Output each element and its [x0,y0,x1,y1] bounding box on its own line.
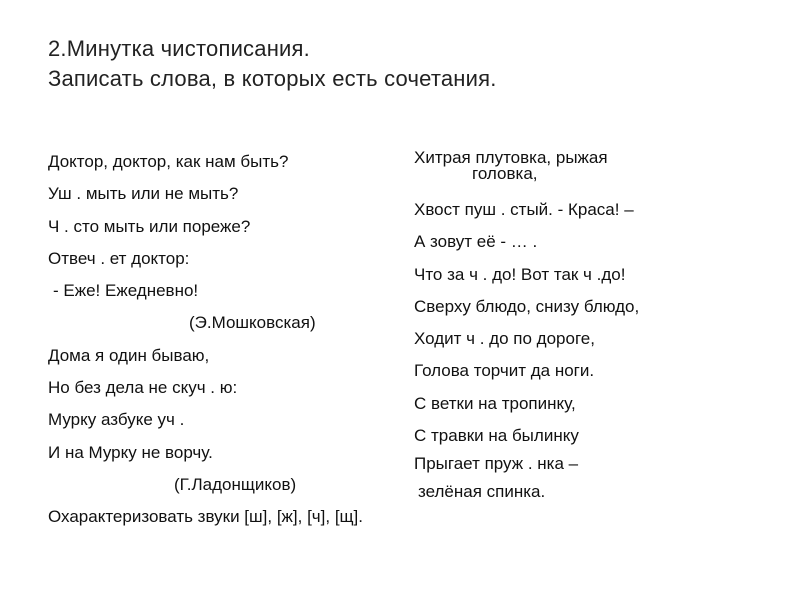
poem-line: Хвост пуш . стый. - Краса! – [414,200,634,219]
poem-line: Что за ч . до! Вот так ч .до! [414,264,626,284]
poem-line: И на Мурку не ворчу. [48,442,213,462]
poem-line: Отвеч . ет доктор: [48,248,190,268]
poem-line: - Еже! Ежедневно! [53,281,199,301]
right-column [414,146,754,476]
poem-line: Дома я один бываю, [48,345,210,365]
slide-title [48,34,748,94]
poem-line: Мурку азбуке уч . [48,410,185,430]
title-line-1: 2.Минутка чистописания. [48,36,310,61]
poem-line: С ветки на тропинку, [414,393,576,413]
poem-line: Ч . сто мыть или пореже? [48,216,251,236]
poem-line: Ходит ч . до по дороге, [414,329,595,349]
poem-line: Прыгает пруж . нка – [414,454,579,474]
poem-line: Уш . мыть или не мыть? [48,184,239,204]
poem-line: Сверху блюдо, снизу блюдо, [414,296,640,316]
poem-line: зелёная спинка. [418,482,546,501]
poem-line: Хитрая плутовка, рыжая [414,148,608,167]
author-credit: (Г.Ладонщиков) [174,474,297,494]
poem-line: головка, [472,164,538,183]
author-credit: (Э.Мошковская) [189,313,316,333]
poem-line: Голова торчит да ноги. [414,361,595,381]
poem-line: Но без дела не скуч . ю: [48,378,238,398]
title-line-2: Записать слова, в которых есть сочетания. [48,66,497,91]
poem-line: Доктор, доктор, как нам быть? [48,152,289,171]
task-line: Охарактеризовать звуки [ш], [ж], [ч], [щ]. [48,507,363,527]
poem-line: С травки на былинку [414,426,579,446]
left-column [48,146,418,534]
poem-line: А зовут её - … . [414,232,538,252]
